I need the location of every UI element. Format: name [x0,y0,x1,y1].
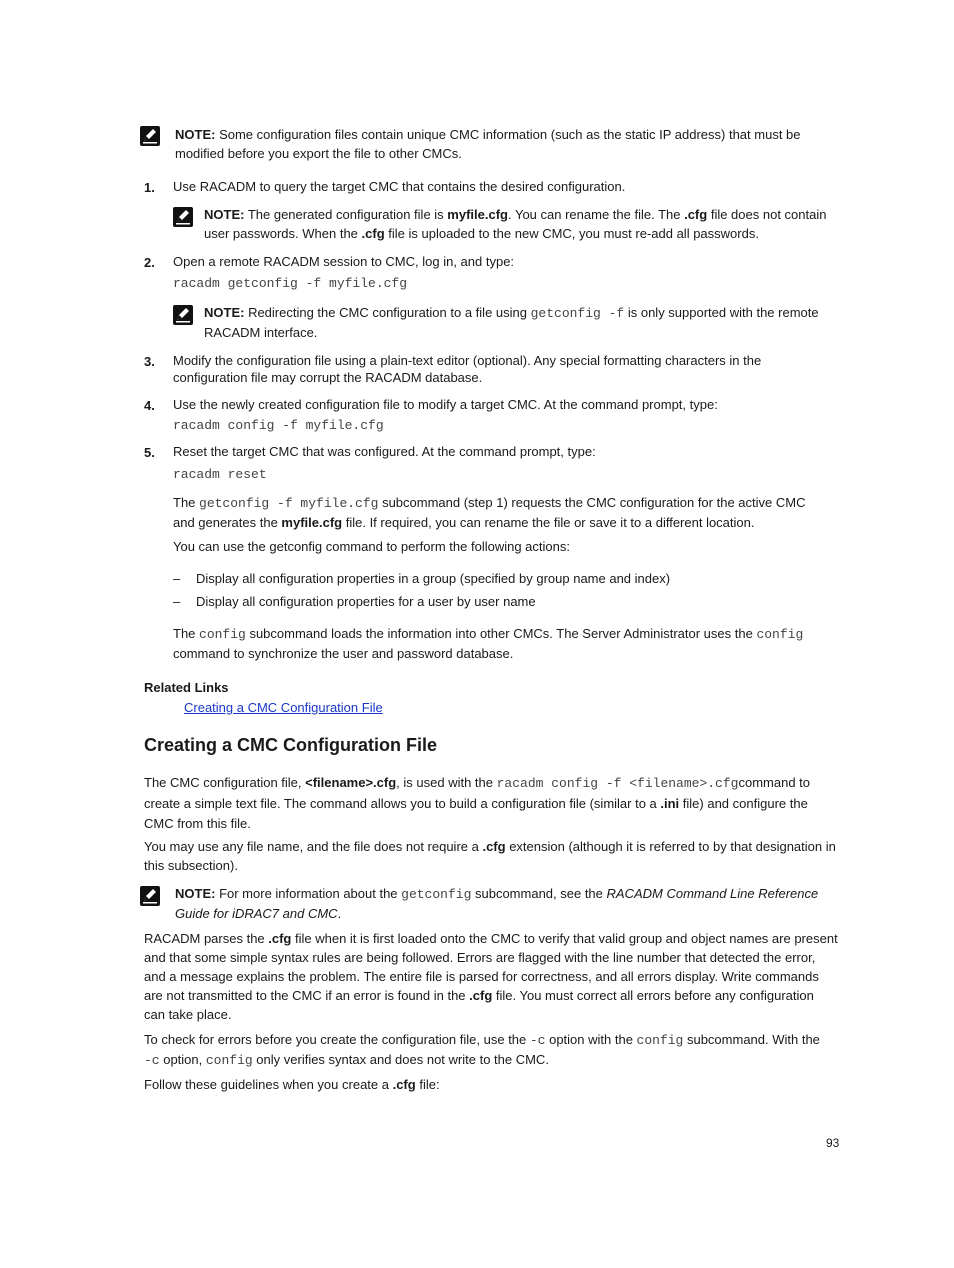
extension-text: .ini [660,796,680,811]
para-text: subcommand. With the [683,1032,820,1047]
section-heading: Creating a CMC Configuration File [144,735,438,755]
note-text: Some configuration files contain unique CMC information (such as the static IP address) that must be [215,127,801,142]
inline-code: config [636,1033,684,1048]
bullet-dash: – [173,571,181,586]
extension-text: .cfg [361,226,385,241]
step-text-line: configuration file may corrupt the RACADM database. [173,370,483,385]
step-number: 4. [144,398,155,413]
note-text: . [337,906,342,921]
step-text: Use the newly created configuration file to modify a target CMC. At the command prompt, type: [173,397,718,412]
para-text: can take place. [144,1007,232,1022]
inline-code: getconfig [401,887,472,902]
note-getconfig [175,884,818,923]
inline-code: config [199,627,246,642]
note-pencil-icon [173,305,193,325]
note-label: NOTE: [175,886,216,901]
note-label: NOTE: [175,127,216,142]
para-text: The [173,495,200,510]
note-text: RACADM interface. [204,325,318,340]
para-text: The [173,626,200,641]
filename-text: myfile.cfg [281,515,343,530]
note-text: file does not contain [707,207,827,222]
code-line: racadm config -f myfile.cfg [173,418,384,433]
bullet-dash: – [173,594,181,609]
note-pencil-icon [140,886,160,906]
para-text: extension (although it is referred to by that designation in [505,839,836,854]
paragraph-config [173,624,803,663]
step-text: Reset the target CMC that was configured. At the command prompt, type: [173,444,596,459]
step-number: 5. [144,445,155,460]
para-text: only verifies syntax and does not write to the CMC. [252,1052,549,1067]
note-label: NOTE: [204,207,245,222]
para-text: Follow these guidelines when you create a [144,1077,393,1092]
paragraph-check-errors [144,1030,820,1070]
para-text: RACADM parses the [144,931,269,946]
para-text: and a message explains the problem. The entire file is parsed for correctness, and all errors display. Write commands [144,969,819,984]
note-text: The generated configuration file is [244,207,448,222]
note-text: Redirecting the CMC configuration to a file using [244,305,531,320]
note-label: NOTE: [204,305,245,320]
inline-code: -c [529,1033,546,1048]
extension-text: .cfg [392,1077,416,1092]
reference-title: RACADM Command Line Reference [606,886,819,901]
step-text: Use RACADM to query the target CMC that contains the desired configuration. [173,179,626,194]
para-text: file. If required, you can rename the file or save it to a different location. [342,515,755,530]
inline-code: getconfig -f myfile.cfg [199,496,379,511]
note-text: For more information about the [215,886,402,901]
inline-code: getconfig -f [530,306,625,321]
para-text: , is used with the [396,775,497,790]
para-text: and that some simple syntax rules are being followed. Errors are flagged with the line number that detected the error, [144,950,816,965]
step-text [173,351,761,387]
extension-text: .cfg [482,839,506,854]
bullet-text: Display all configuration properties for a user by user name [196,594,536,609]
para-text: CMC from this file. [144,816,251,831]
note-text: . You can rename the file. The [507,207,685,222]
note-pencil-icon [140,126,160,146]
para-text: file: [415,1077,440,1092]
inline-code: config [205,1053,253,1068]
paragraph-filename [144,837,836,875]
para-text: option, [159,1052,206,1067]
note-text: file is uploaded to the new CMC, you must re-add all passwords. [384,226,759,241]
para-text: command to synchronize the user and password database. [173,646,514,661]
para-text: file) and configure the [679,796,808,811]
filename-text: myfile.cfg [447,207,508,222]
extension-text: .cfg [268,931,292,946]
extension-text: .cfg [469,988,493,1003]
paragraph-cfg-file [144,773,810,833]
note-top [175,125,801,163]
related-link[interactable]: Creating a CMC Configuration File [184,700,383,715]
page-number: 93 [826,1136,840,1150]
step-number: 2. [144,255,155,270]
step-text: Open a remote RACADM session to CMC, log in, and type: [173,254,515,269]
step-number: 3. [144,354,155,369]
bullet-text: Display all configuration properties in a group (specified by group name and index) [196,571,671,586]
para-text: command to [738,775,811,790]
step-text-line: Modify the configuration file using a plain-text editor (optional). Any special formatting characters in the [173,353,762,368]
filename-text: <filename>.cfg [305,775,397,790]
inline-code: config [756,627,804,642]
para-text: this subsection). [144,858,238,873]
extension-text: .cfg [684,207,708,222]
inline-code: racadm config -f <filename>.cfg [496,776,739,791]
para-text: You may use any file name, and the file does not require a [144,839,483,854]
related-links-title: Related Links [144,680,229,695]
note-text: subcommand, see the [471,886,607,901]
para-text: are not transmitted to the CMC if an error is found in the [144,988,470,1003]
para-text: file. You must correct all errors before any configuration [492,988,814,1003]
note-step1 [204,205,826,243]
paragraph-guidelines [144,1075,440,1094]
paragraph-actions: You can use the getconfig command to perform the following actions: [173,539,570,554]
note-step2 [204,303,819,342]
para-text: and generates the [173,515,282,530]
paragraph-getconfig [173,493,805,532]
para-text: subcommand (step 1) requests the CMC configuration for the active CMC [378,495,806,510]
para-text: subcommand loads the information into other CMCs. The Server Administrator uses the [245,626,757,641]
paragraph-parsing [144,929,838,1024]
para-text: To check for errors before you create the configuration file, use the [144,1032,530,1047]
note-text: is only supported with the remote [624,305,819,320]
inline-code: -c [144,1053,160,1068]
para-text: file when it is first loaded onto the CMC to verify that valid group and object names are present [291,931,838,946]
code-line: racadm getconfig -f myfile.cfg [173,276,408,291]
note-pencil-icon [173,207,193,227]
step-number: 1. [144,180,155,195]
note-text: user passwords. When the [204,226,362,241]
para-text: option with the [545,1032,637,1047]
reference-title: Guide for iDRAC7 and CMC [175,906,338,921]
note-text: modified before you export the file to other CMCs. [175,146,462,161]
code-line: racadm reset [173,467,267,482]
para-text: The CMC configuration file, [144,775,306,790]
para-text: create a simple text file. The command allows you to build a configuration file (similar to a [144,796,661,811]
